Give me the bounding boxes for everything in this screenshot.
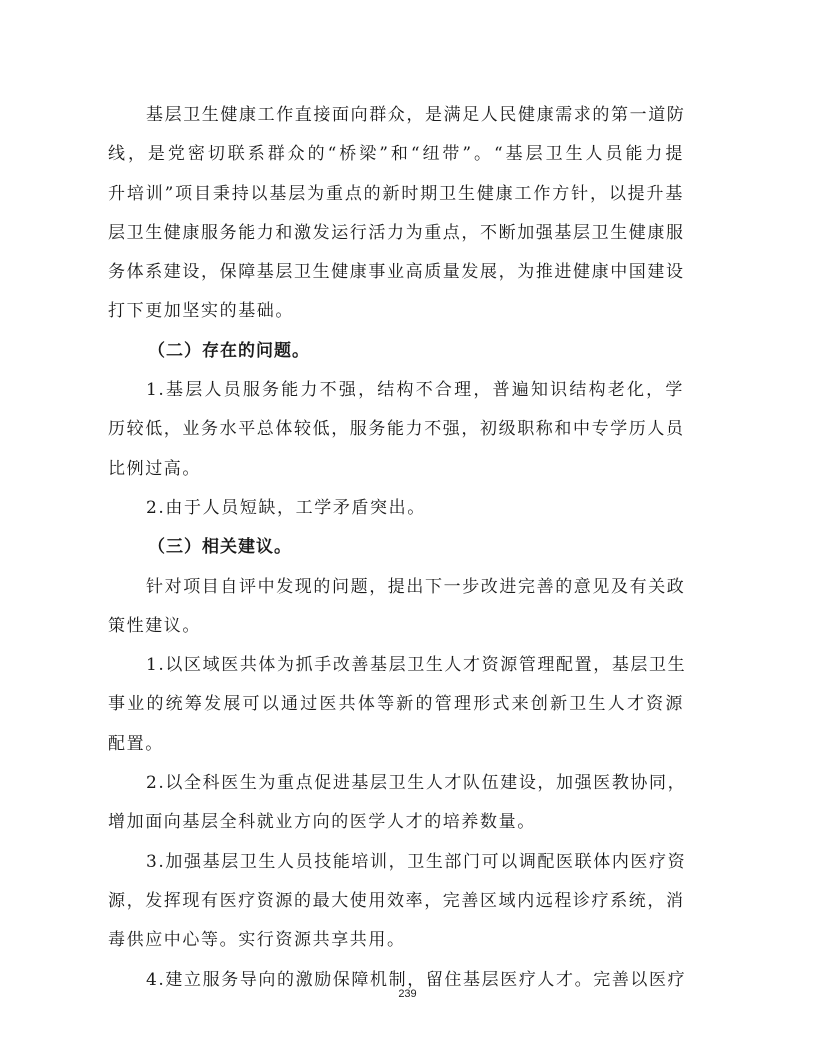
text-line: 务体系建设，保障基层卫生健康事业高质量发展，为推进健康中国建设: [108, 262, 685, 283]
text-line: 3.加强基层卫生人员技能培训，卫生部门可以调配医联体内医疗资: [146, 851, 687, 872]
text-line: 层卫生健康服务能力和激发运行活力为重点，不断加强基层卫生健康服: [108, 222, 685, 243]
text-line: 毒供应中心等。实行资源共享共用。: [108, 930, 406, 951]
text-line: 线，是党密切联系群众的“桥梁”和“纽带”。“基层卫生人员能力提: [108, 144, 684, 165]
text-line: 策性建议。: [108, 615, 201, 636]
text-line: 2.由于人员短缺，工学矛盾突出。: [146, 497, 426, 518]
text-line: 1.基层人员服务能力不强，结构不合理，普遍知识结构老化，学: [146, 380, 684, 401]
text-line: 源，发挥现有医疗资源的最大使用效率，完善区域内远程诊疗系统，消: [108, 890, 685, 911]
text-line: 事业的统筹发展可以通过医共体等新的管理形式来创新卫生人才资源: [108, 694, 684, 715]
document-body: [108, 96, 687, 1000]
text-line: 打下更加坚实的基础。: [108, 301, 294, 322]
section-heading: （三）相关建议。: [148, 537, 292, 558]
text-line: 4.建立服务导向的激励保障机制，留住基层医疗人才。完善以医疗: [146, 969, 687, 990]
text-line: 2.以全科医生为重点促进基层卫生人才队伍建设，加强医教协同，: [146, 773, 687, 794]
text-line: 比例过高。: [108, 458, 201, 479]
section-heading: （二）存在的问题。: [148, 340, 310, 361]
text-line: 增加面向基层全科就业方向的医学人才的培养数量。: [108, 812, 536, 833]
text-line: 1.以区域医共体为抓手改善基层卫生人才资源管理配置，基层卫生: [146, 655, 687, 676]
text-line: 升培训”项目秉持以基层为重点的新时期卫生健康工作方针，以提升基: [108, 183, 684, 204]
text-line: 基层卫生健康工作直接面向群众，是满足人民健康需求的第一道防: [146, 105, 686, 125]
page-number: 239: [398, 988, 417, 1000]
text-line: 配置。: [108, 733, 164, 754]
text-line: 历较低，业务水平总体较低，服务能力不强，初级职称和中专学历人员: [108, 419, 685, 440]
text-line: 针对项目自评中发现的问题，提出下一步改进完善的意见及有关政: [146, 576, 686, 597]
